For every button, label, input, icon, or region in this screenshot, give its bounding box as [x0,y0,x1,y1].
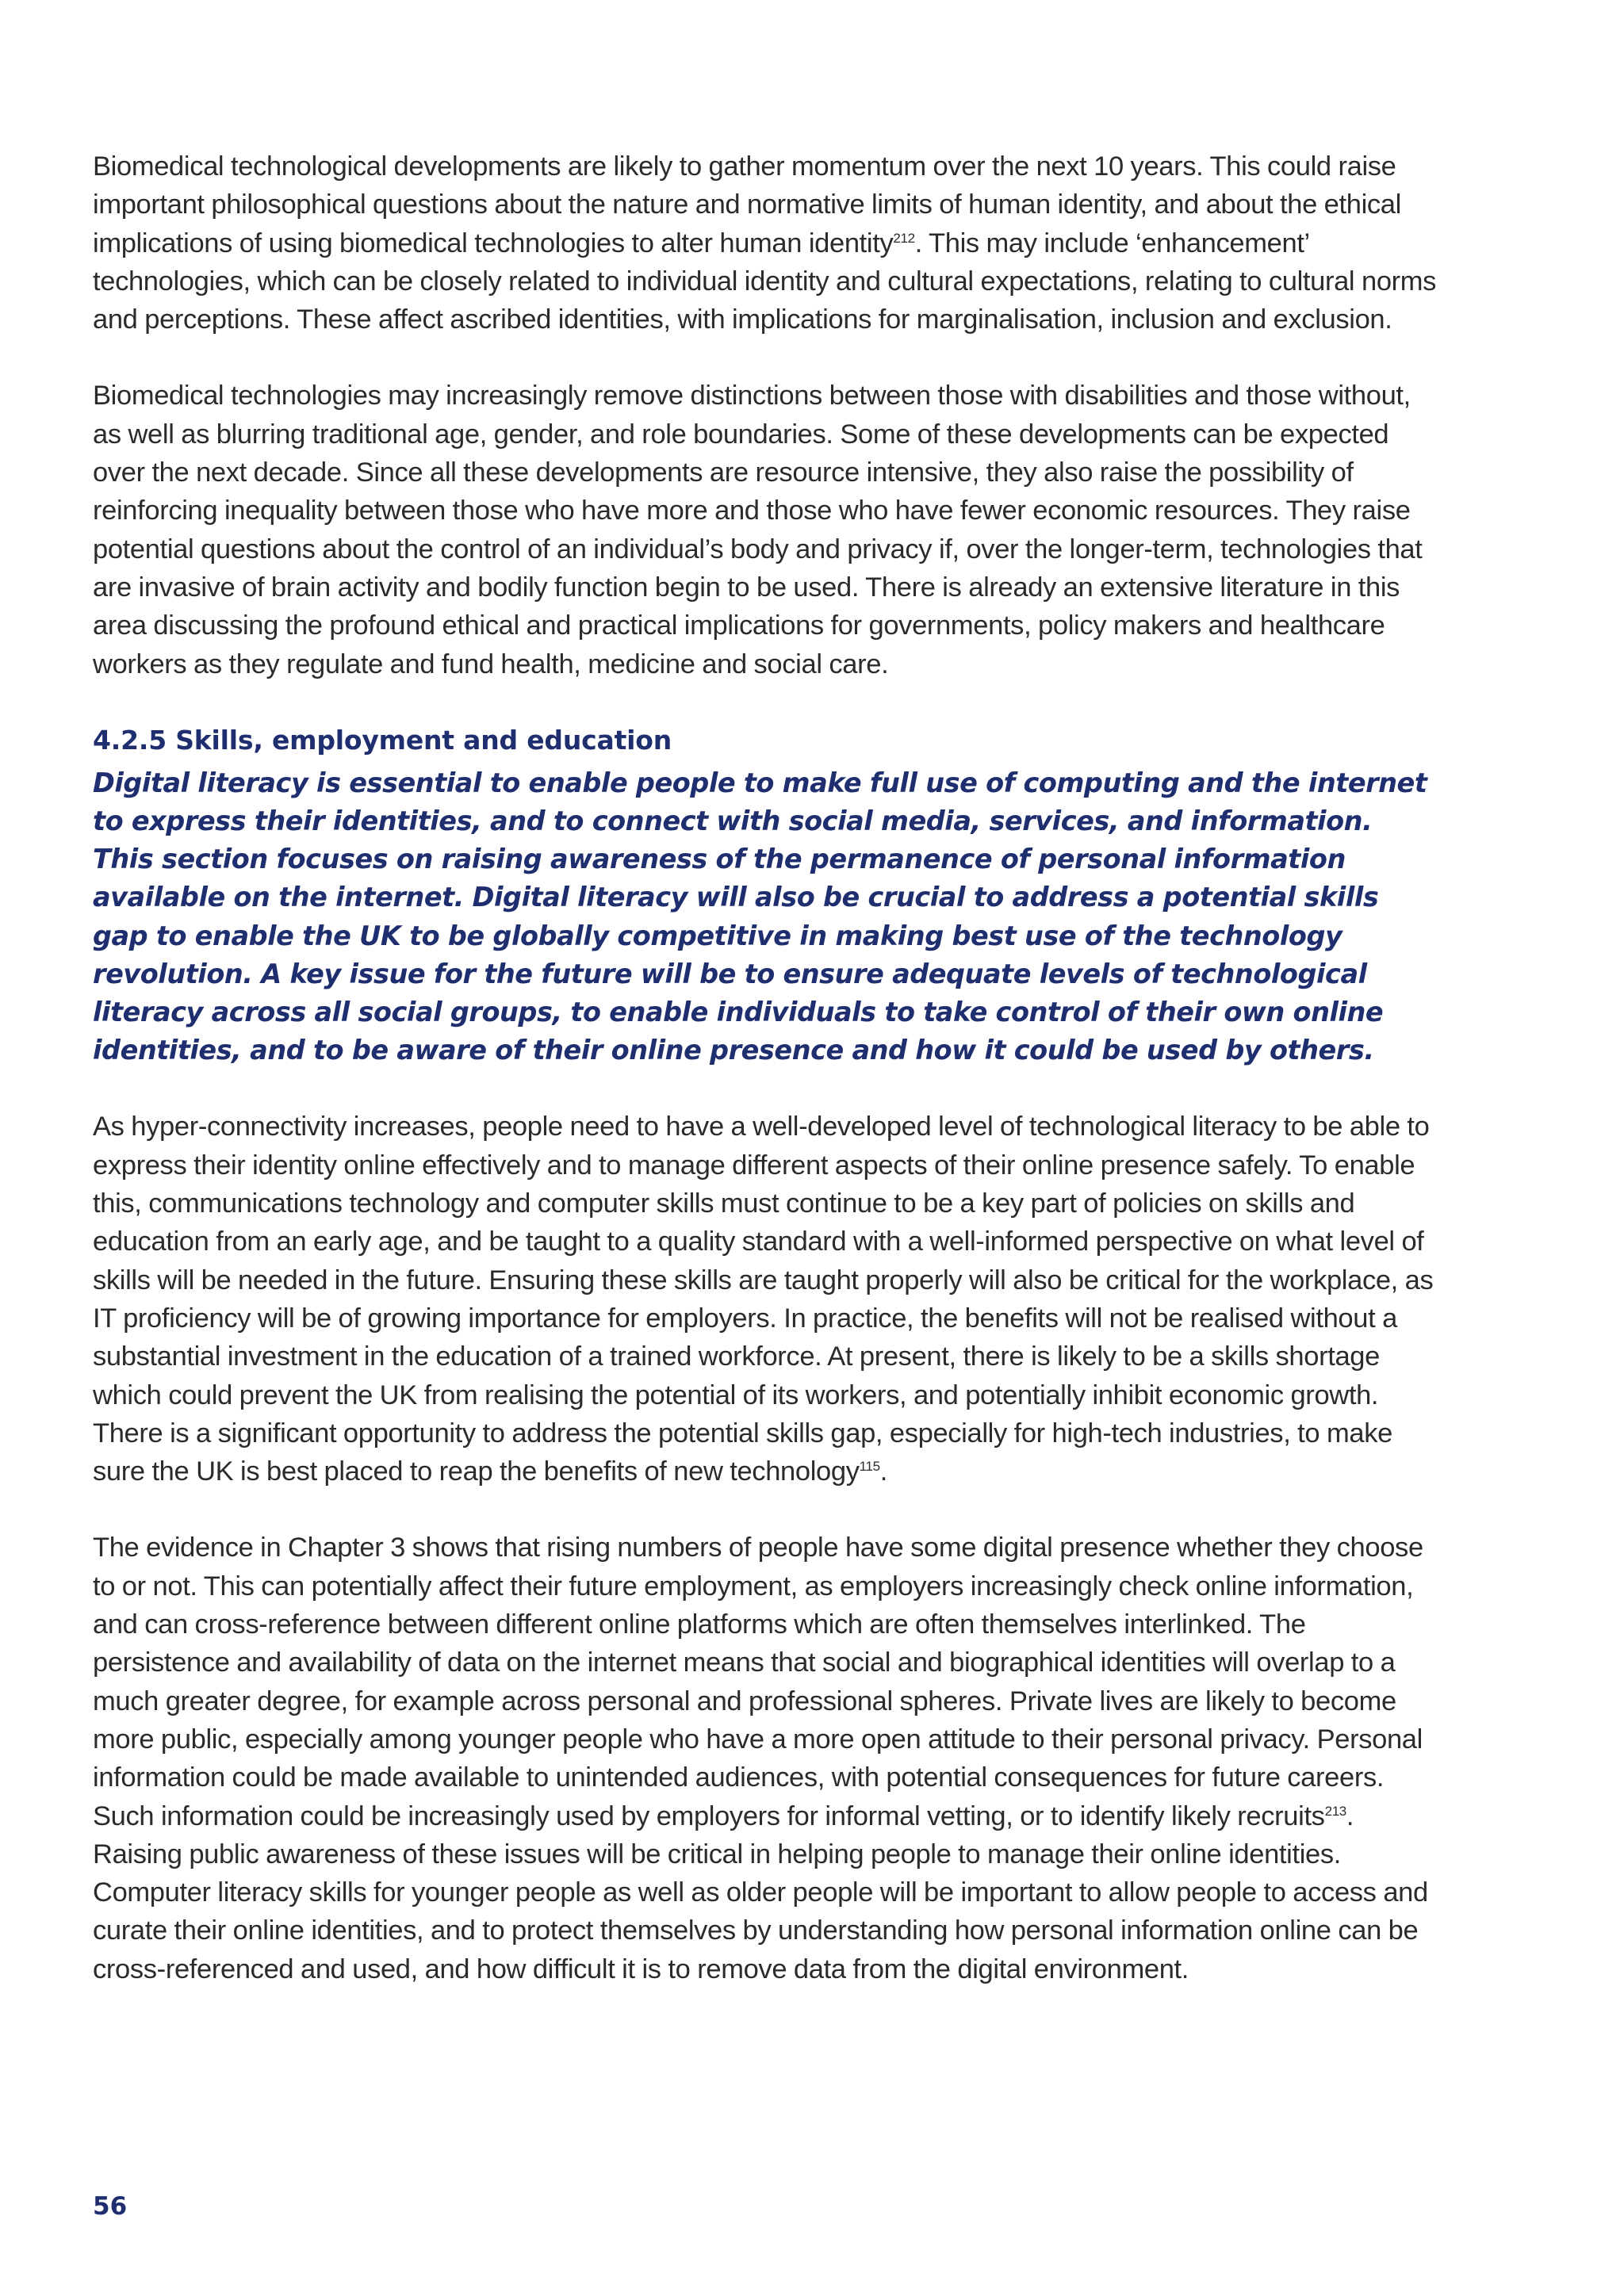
paragraph-text: . Raising public awareness of these issues will be critical in helping people to manage their online identities. Computer literacy skills for younger people as well as older people will be important to allow people to access and curate their online identities, and to protect themselves by understanding how personal information online can be cross-referenced and used, and how difficult it is to remove data from the digital environment. [93,1800,1428,1984]
paragraph-text: . This may include ‘enhancement’ technologies, which can be closely related to individual identity and cultural expectations, relating to cultural norms and perceptions. These affect ascribed identities, with implications for marginalisation, inclusion and exclusion. [93,228,1437,335]
body-paragraph-3 [93,1108,1441,1490]
section-lead-summary: Digital literacy is essential to enable people to make full use of computing and the internet to express their identities, and to connect with social media, services, and information. This section focuses on raising awareness of the permanence of personal information available on the internet. Digital literacy will also be crucial to address a potential skills gap to enable the UK to be globally competitive in making best use of the technology revolution. A key issue for the future will be to ensure adequate levels of technological literacy across all social groups, to enable individuals to take control of their own online identities, and to be aware of their online presence and how it could be used by others. [93,767,1427,1066]
body-paragraph-2: Biomedical technologies may increasingly remove distinctions between those with disabilities and those without, as well as blurring traditional age, gender, and role boundaries. Some of these developments can be expected over the next decade. Since all these developments are resource intensive, they also raise the possibility of reinforcing inequality between those who have more and those who have fewer economic resources. They raise potential questions about the control of an individual’s body and privacy if, over the longer-term, technologies that are invasive of brain activity and bodily function begin to be used. There is already an extensive literature in this area discussing the profound ethical and practical implications for governments, policy makers and healthcare workers as they regulate and fund health, medicine and social care. [93,381,1423,679]
page-number: 56 [93,2192,128,2221]
footnote-reference[interactable]: 212 [893,230,915,246]
footnote-reference[interactable]: 213 [1324,1803,1346,1819]
section-heading: 4.2.5 Skills, employment and education [93,724,672,756]
paragraph-text: . [879,1456,887,1487]
paragraph-text: Biomedical technological developments are likely to gather momentum over the next 10 years. This could raise important philosophical questions about the nature and normative limits of human identity, and about the ethical implications of using biomedical technologies to alter human identity [93,151,1401,258]
body-paragraph-1 [93,147,1441,339]
footnote-reference[interactable]: 115 [859,1459,880,1475]
page-content [93,147,1441,2026]
body-paragraph-4 [93,1529,1441,1988]
paragraph-text: As hyper-connectivity increases, people need to have a well-developed level of technological literacy to be able to express their identity online effectively and to manage different aspects of their online presence safely. To enable this, communications technology and computer skills must continue to be a key part of policies on skills and education from an early age, and be taught to a quality standard with a well-informed perspective on what level of skills will be needed in the future. Ensuring these skills are taught properly will also be critical for the workplace, as IT proficiency will be of growing importance for employers. In practice, the benefits will not be realised without a substantial investment in the education of a trained workforce. At present, there is likely to be a skills shortage which could prevent the UK from realising the potential of its workers, and potentially inhibit economic growth. There is a significant opportunity to address the potential skills gap, especially for high-tech industries, to make sure the UK is best placed to reap the benefits of new technology [93,1112,1434,1487]
paragraph-text: The evidence in Chapter 3 shows that rising numbers of people have some digital presence whether they choose to or not. This can potentially affect their future employment, as employers increasingly check online information, and can cross-reference between different online platforms which are often themselves interlinked. The persistence and availability of data on the internet means that social and biographical identities will overlap to a much greater degree, for example across personal and professional spheres. Private lives are likely to become more public, especially among younger people who have a more open attitude to their personal privacy. Personal information could be made available to unintended audiences, with potential consequences for future careers. Such information could be increasingly used by employers for informal vetting, or to identify likely recruits [93,1533,1423,1831]
